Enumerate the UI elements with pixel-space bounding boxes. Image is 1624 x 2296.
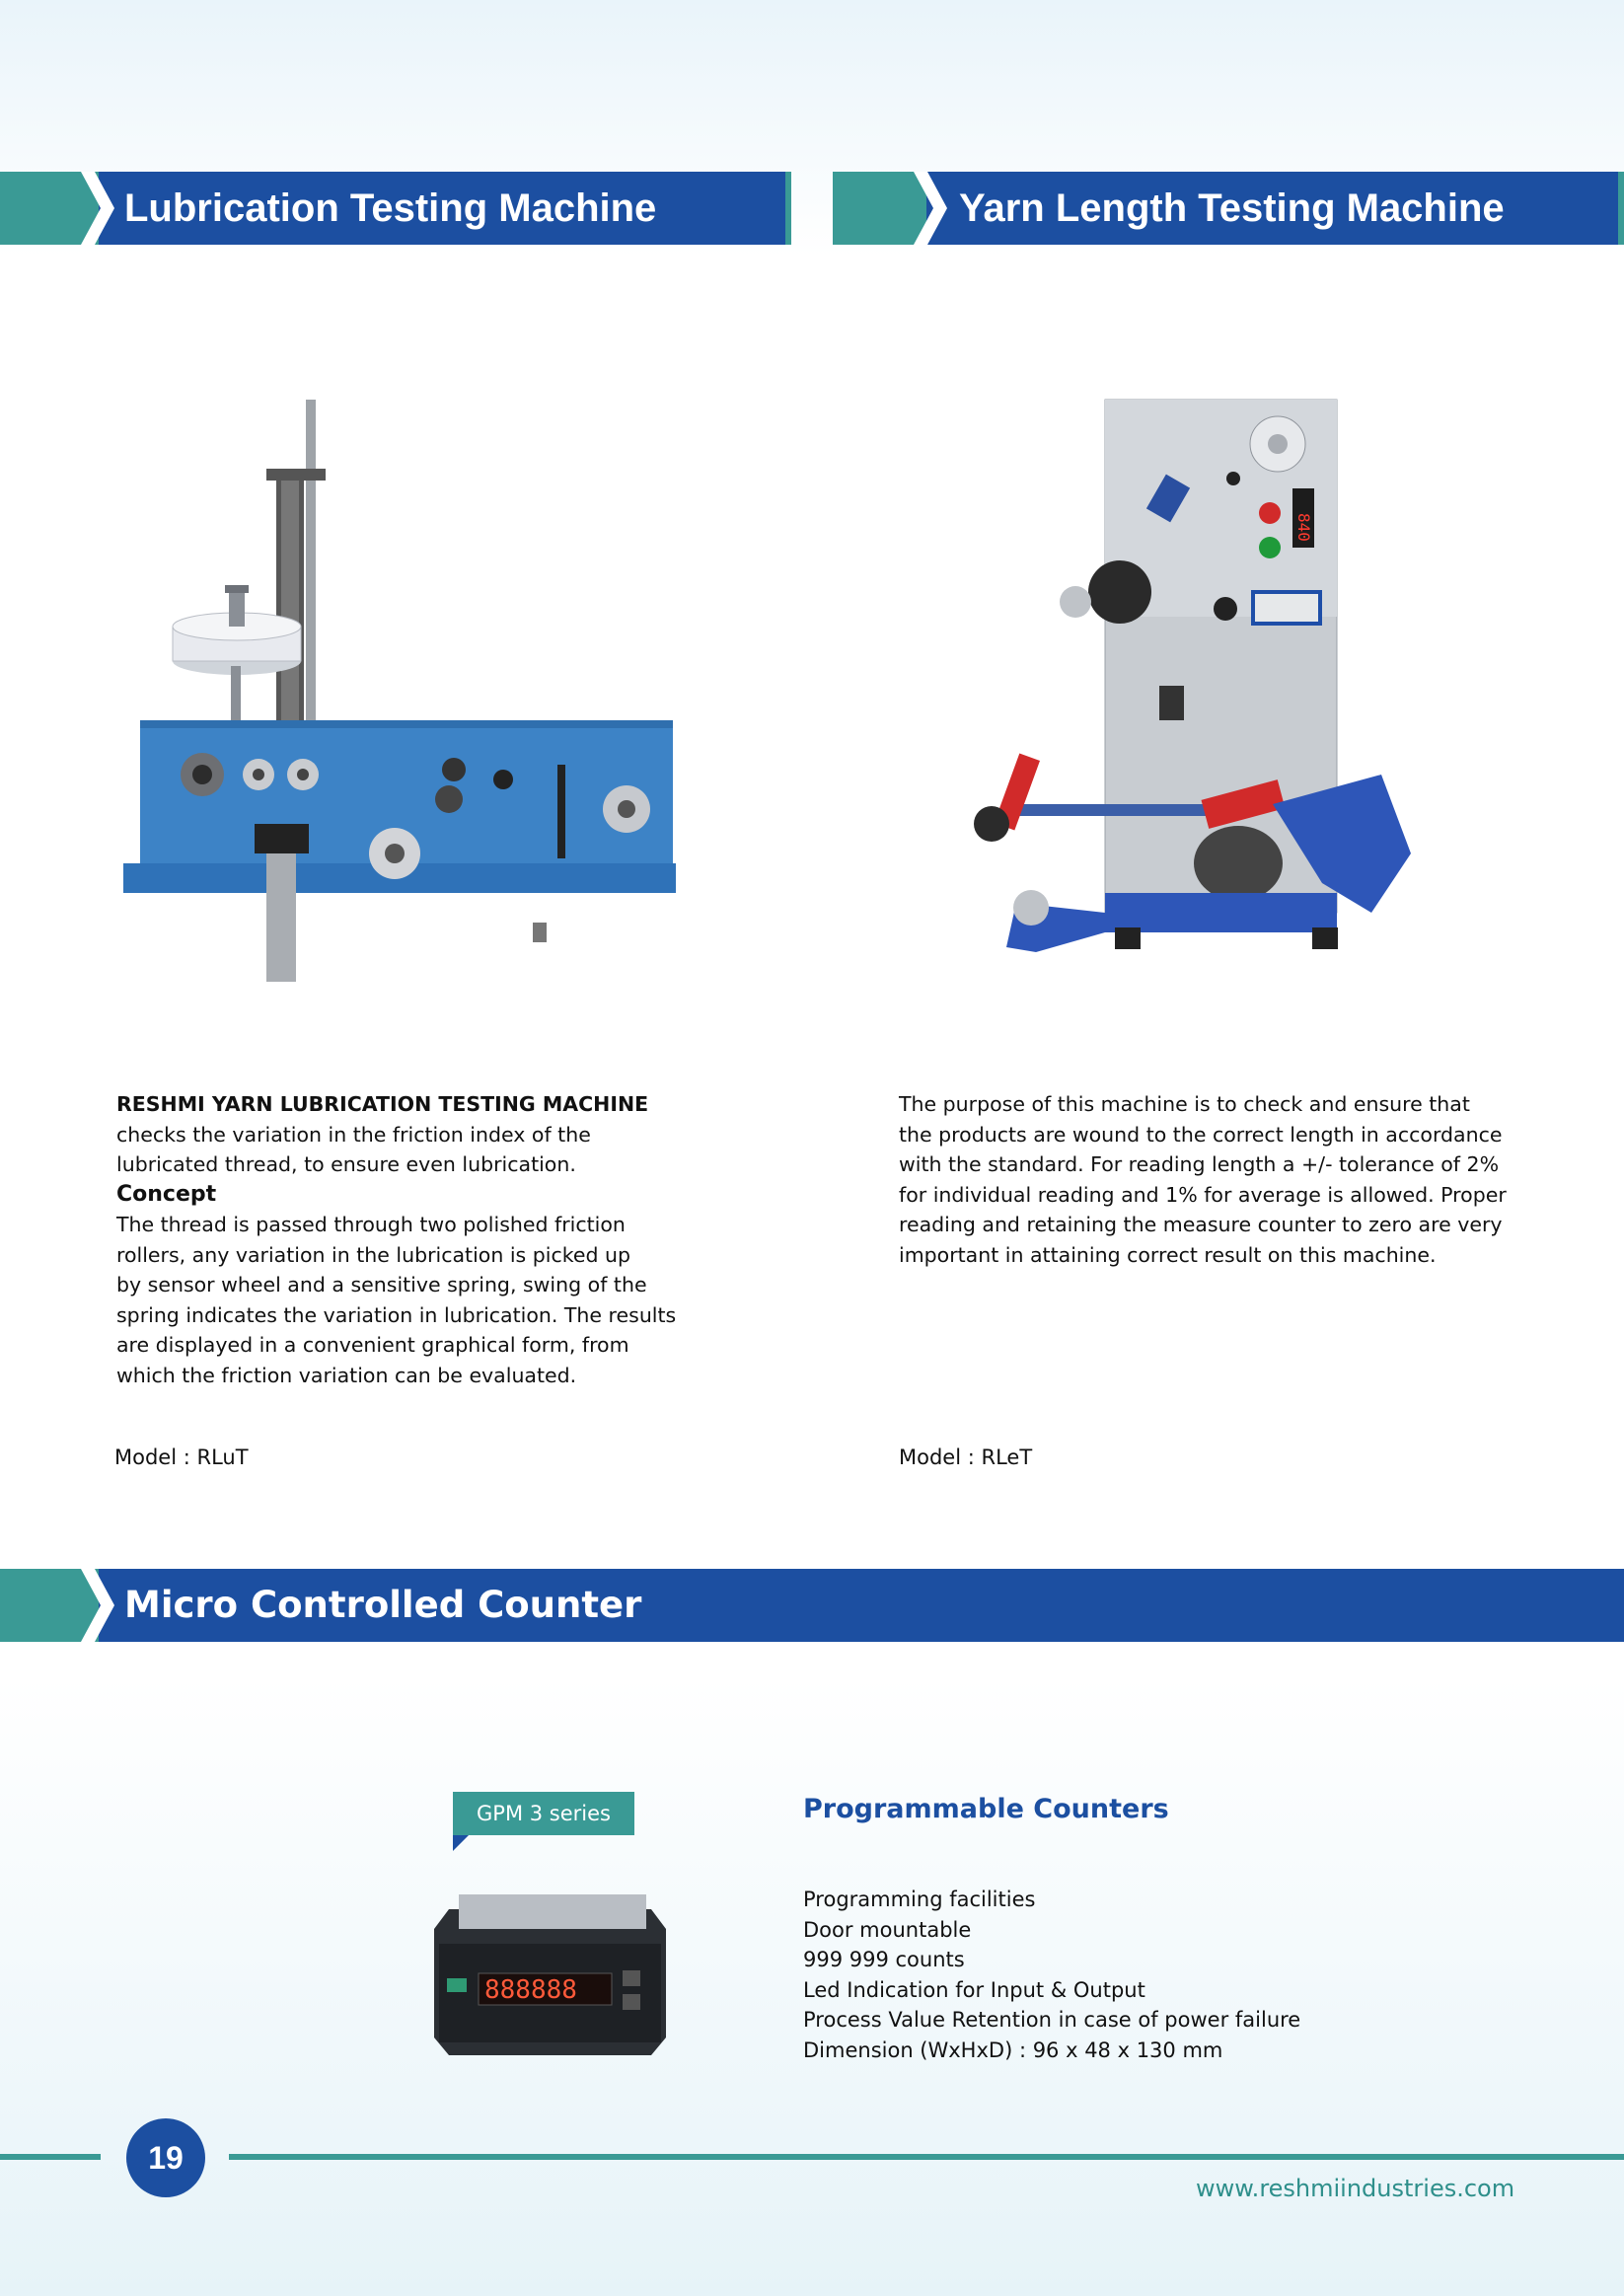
text-line: with the standard. For reading length a +/- tolerance of 2%: [899, 1152, 1500, 1176]
feature-list: [803, 1885, 1300, 2065]
text-line: reading and retaining the measure counter to zero are very: [899, 1213, 1503, 1236]
concept-heading: Concept: [116, 1181, 217, 1207]
banner-counter: [0, 1569, 1624, 1642]
list-item: Process Value Retention in case of power failure: [803, 2008, 1301, 2032]
chevron-right-icon: [81, 172, 114, 245]
banner-edge: [1618, 172, 1624, 245]
section-title: Yarn Length Testing Machine: [959, 186, 1505, 230]
list-item: Led Indication for Input & Output: [803, 1977, 1145, 2002]
series-badge: GPM 3 series: [453, 1792, 634, 1835]
section-title: Micro Controlled Counter: [124, 1584, 642, 1626]
text-line: rollers, any variation in the lubrication is picked up: [116, 1242, 630, 1267]
text-line: The purpose of this machine is to check and ensure that: [899, 1092, 1470, 1116]
text-line: spring indicates the variation in lubrication. The results: [116, 1302, 677, 1327]
lubrication-description: [116, 1089, 708, 1390]
list-item: Door mountable: [803, 1917, 972, 1942]
page-number: 19: [126, 2118, 205, 2197]
text-line: which the friction variation can be evaluated.: [116, 1363, 577, 1387]
text-line: the products are wound to the correct length in accordance: [899, 1122, 1503, 1147]
chevron-right-icon: [914, 172, 947, 245]
footer-divider-left: [0, 2154, 101, 2160]
list-item: Programming facilities: [803, 1888, 1036, 1911]
banner-yarn-length: [833, 172, 1624, 245]
model-lubrication: Model : RLuT: [114, 1445, 249, 1469]
model-yarn-length: Model : RLeT: [899, 1445, 1033, 1469]
banner-teal-block: [833, 172, 926, 245]
badge-tail: [453, 1835, 469, 1851]
text-line: The thread is passed through two polished friction: [116, 1213, 626, 1236]
counter-device-image: [419, 1889, 676, 2067]
footer-divider-right: [229, 2154, 1624, 2160]
text-line: lubricated thread, to ensure even lubrication.: [116, 1152, 576, 1176]
chevron-right-icon: [81, 1569, 114, 1642]
text-line: for individual reading and 1% for average is allowed. Proper: [899, 1182, 1507, 1207]
counter-readout: 888888: [484, 1975, 577, 2005]
programmable-counters-heading: Programmable Counters: [803, 1794, 1169, 1824]
lubrication-machine-image: [118, 390, 681, 992]
website-link[interactable]: www.reshmiindustries.com: [1196, 2175, 1515, 2202]
banner-edge: [785, 172, 791, 245]
yarn-length-machine-image: [947, 390, 1450, 992]
list-item: 999 999 counts: [803, 1948, 965, 1971]
yarn-length-description: [899, 1089, 1530, 1270]
banner-lubrication: [0, 172, 791, 245]
text-line: checks the variation in the friction index of the: [116, 1122, 591, 1147]
lead-heading: RESHMI YARN LUBRICATION TESTING MACHINE: [116, 1092, 649, 1116]
section-title: Lubrication Testing Machine: [124, 186, 657, 230]
display-readout: 840: [1294, 513, 1313, 542]
text-line: by sensor wheel and a sensitive spring, swing of the: [116, 1273, 647, 1296]
text-line: are displayed in a convenient graphical form, from: [116, 1333, 629, 1357]
text-line: important in attaining correct result on this machine.: [899, 1242, 1437, 1267]
list-item: Dimension (WxHxD) : 96 x 48 x 130 mm: [803, 2037, 1223, 2062]
